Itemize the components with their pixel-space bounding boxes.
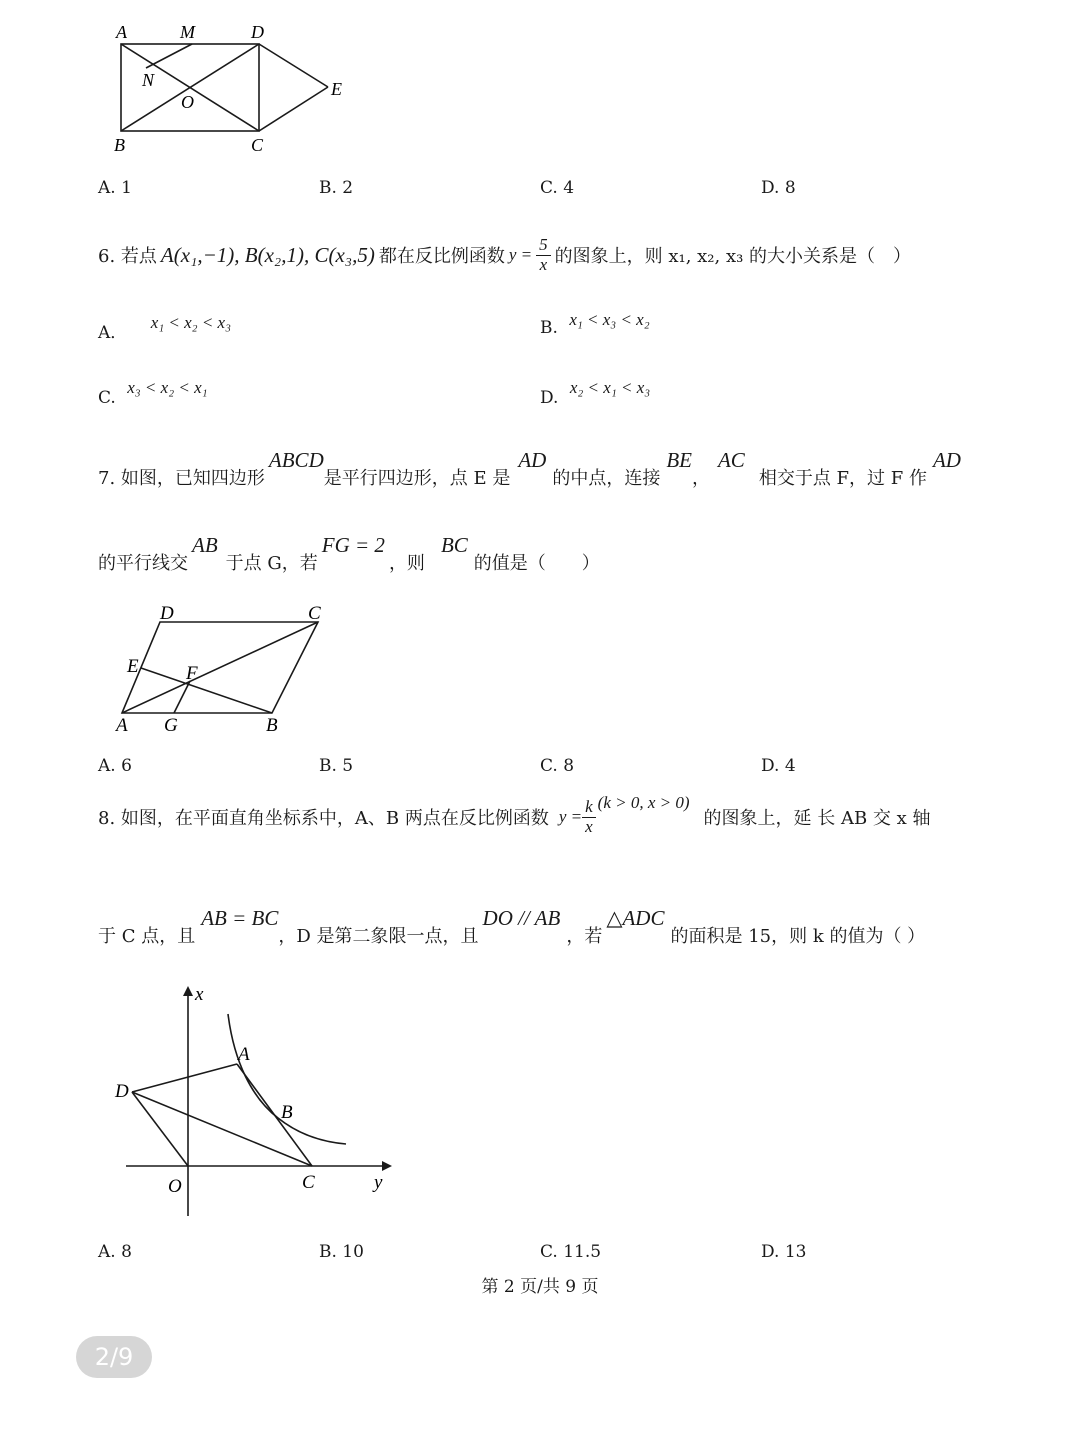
q6-option-b[interactable] bbox=[540, 310, 650, 338]
q6-prefix: 6. 若点 bbox=[98, 246, 157, 268]
fig7-label-g: G bbox=[164, 715, 178, 736]
q7-option-c[interactable]: C. 8 bbox=[540, 756, 575, 776]
q6-option-c-expr: x₃ < x₂ < x₁ bbox=[127, 378, 208, 397]
fig8-label-d: D bbox=[115, 1081, 129, 1102]
q8-hyperbola bbox=[228, 1014, 346, 1144]
fig8-label-y: y bbox=[374, 1172, 383, 1193]
fig5-label-b: B bbox=[114, 135, 125, 155]
q7-m2: AD bbox=[518, 448, 547, 472]
q7-m1: ABCD bbox=[268, 448, 324, 472]
q8-t3: 于 C 点，且 bbox=[98, 926, 196, 947]
fig8-label-x: x bbox=[195, 984, 204, 1005]
q7-t4: ， bbox=[691, 468, 710, 489]
q8-option-b[interactable]: B. 10 bbox=[319, 1242, 364, 1262]
q6-frac-den: x bbox=[539, 254, 548, 274]
q6-option-a-letter: A． bbox=[98, 323, 128, 343]
fig5-label-e: E bbox=[331, 79, 342, 99]
q8-figure bbox=[100, 976, 410, 1226]
q8-option-d[interactable]: D. 13 bbox=[761, 1242, 807, 1262]
q6-option-d-expr: x₂ < x₁ < x₃ bbox=[569, 378, 651, 397]
q8-option-a[interactable]: A. 8 bbox=[98, 1242, 132, 1262]
q6-mid: 都在反比例函数 bbox=[378, 246, 505, 268]
q6-option-d-letter: D. bbox=[540, 388, 559, 408]
q8-m1: AB = BC bbox=[201, 906, 279, 930]
q7-m5: AD bbox=[932, 448, 961, 472]
q5-option-d[interactable]: D. 8 bbox=[761, 178, 796, 198]
page-footer: 第 2 页/共 9 页 bbox=[481, 1277, 599, 1297]
q7-t1: 7. 如图，已知四边形 bbox=[98, 468, 265, 489]
q6-y-eq: y = bbox=[508, 245, 533, 265]
fig5-label-d: D bbox=[251, 22, 264, 42]
q8-option-c[interactable]: C. 11.5 bbox=[540, 1242, 602, 1262]
fig7-label-e: E bbox=[127, 656, 139, 677]
q7-option-b[interactable]: B. 5 bbox=[319, 756, 354, 776]
fig7-label-f: F bbox=[186, 663, 198, 684]
q7-option-a[interactable]: A. 6 bbox=[98, 756, 132, 776]
q7-m6: AB bbox=[192, 533, 218, 557]
fig5-label-o: O bbox=[181, 92, 194, 112]
q8-frac-den: x bbox=[585, 816, 593, 836]
fig7-label-a: A bbox=[116, 715, 128, 736]
q7-stem-line1 bbox=[98, 448, 961, 490]
fig8-label-o: O bbox=[168, 1176, 182, 1197]
q8-m3: △ADC bbox=[606, 906, 665, 930]
q6-option-c[interactable] bbox=[98, 378, 208, 408]
q6-fraction bbox=[536, 236, 551, 274]
q7-figure bbox=[100, 596, 340, 740]
q7-t3: 的中点，连接 bbox=[552, 468, 661, 489]
q6-stem bbox=[98, 236, 911, 274]
q6-option-c-letter: C. bbox=[98, 388, 116, 408]
q6-suffix: 的图象上，则 x₁, x₂, x₃ 的大小关系是（ ） bbox=[554, 246, 912, 268]
fig5-label-a: A bbox=[116, 22, 127, 42]
q6-points: A(x₁,−1), B(x₂,1), C(x₃,5) bbox=[160, 242, 375, 267]
q8-cond: (k > 0, x > 0) bbox=[597, 793, 690, 813]
q6-option-b-expr: x₁ < x₃ < x₂ bbox=[569, 310, 650, 329]
q7-option-d[interactable]: D. 4 bbox=[761, 756, 796, 776]
q6-option-a-expr: x₁ < x₂ < x₃ bbox=[150, 313, 231, 332]
q7-m3: BE bbox=[666, 448, 692, 472]
q7-m4: AC bbox=[717, 448, 745, 472]
q5-figure bbox=[100, 18, 360, 160]
q8-t5: ，若 bbox=[566, 926, 603, 947]
q5-option-b[interactable]: B. 2 bbox=[319, 178, 354, 198]
q8-t2: 的图象上，延 长 AB 交 x 轴 bbox=[703, 808, 931, 830]
q6-frac-num: 5 bbox=[536, 236, 551, 256]
fig5-label-c: C bbox=[251, 135, 264, 155]
q7-t6: 的平行线交 bbox=[98, 553, 188, 574]
q7-t9: 的值是（ ） bbox=[473, 553, 600, 574]
q8-y-eq: y = bbox=[558, 807, 583, 827]
fig8-label-a: A bbox=[238, 1044, 250, 1065]
fig8-label-c: C bbox=[302, 1172, 315, 1193]
q7-m7: FG = 2 bbox=[321, 533, 385, 557]
q5-option-c[interactable]: C. 4 bbox=[540, 178, 575, 198]
fig7-label-d: D bbox=[160, 603, 174, 624]
q8-frac-num: k bbox=[582, 798, 596, 818]
fig5-label-n: N bbox=[142, 70, 155, 90]
q8-stem-line2 bbox=[98, 906, 925, 948]
q8-fraction bbox=[582, 798, 596, 836]
q6-option-d[interactable] bbox=[540, 378, 651, 408]
q7-stem-line2 bbox=[98, 533, 600, 575]
fig8-label-b: B bbox=[281, 1102, 293, 1123]
page-indicator[interactable]: 2/9 bbox=[76, 1336, 152, 1378]
fig7-label-c: C bbox=[308, 603, 321, 624]
q6-option-a[interactable] bbox=[98, 313, 231, 343]
q8-t4: ，D 是第二象限一点，且 bbox=[278, 926, 479, 947]
fig7-label-b: B bbox=[266, 715, 278, 736]
q8-t6: 的面积是 15，则 k 的值为（ ） bbox=[670, 926, 926, 947]
q7-t8: ，则 bbox=[388, 553, 425, 574]
q8-stem-line1 bbox=[98, 793, 931, 836]
q7-t7: 于点 G，若 bbox=[225, 553, 318, 574]
fig5-label-m: M bbox=[180, 22, 195, 42]
q6-option-b-letter: B. bbox=[540, 318, 558, 338]
q5-option-a[interactable]: A. 1 bbox=[98, 178, 132, 198]
q7-m8: BC bbox=[440, 533, 468, 557]
q8-t1: 8. 如图，在平面直角坐标系中，A、B 两点在反比例函数 bbox=[98, 808, 549, 830]
q8-m2: DO // AB bbox=[482, 906, 561, 930]
q7-t5: 相交于点 F，过 F 作 bbox=[758, 468, 927, 489]
q7-t2: 是平行四边形，点 E 是 bbox=[323, 468, 511, 489]
